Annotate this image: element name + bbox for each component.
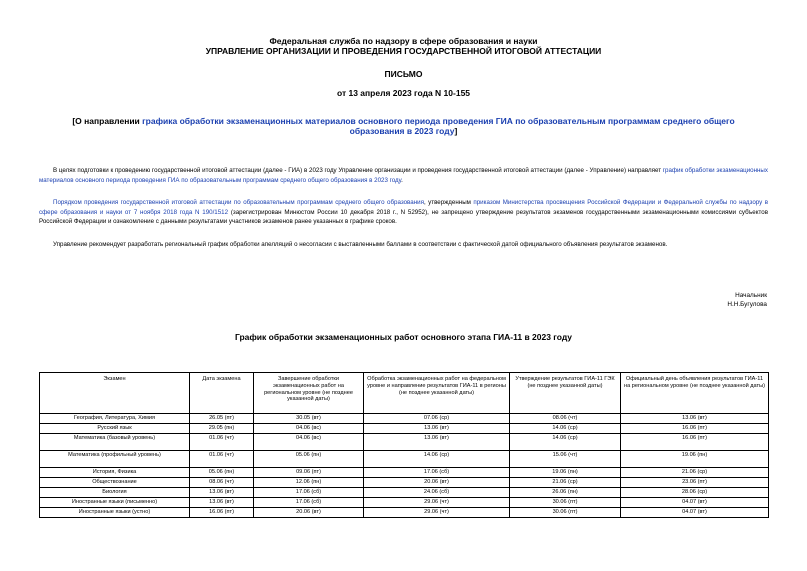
table-cell: 26.05 (пт) bbox=[190, 414, 254, 424]
paragraph-1 bbox=[39, 166, 768, 185]
table-cell: Иностранные языки (письменно) bbox=[40, 498, 190, 508]
table-cell: 12.06 (пн) bbox=[254, 478, 364, 488]
table-row bbox=[40, 488, 769, 498]
table-cell: 15.06 (чт) bbox=[510, 451, 621, 468]
table-cell: 13.06 (вт) bbox=[621, 414, 769, 424]
table-cell: 20.06 (вт) bbox=[364, 478, 510, 488]
table-row bbox=[40, 434, 769, 451]
table-cell: 16.06 (пт) bbox=[621, 424, 769, 434]
table-cell: 08.06 (чт) bbox=[190, 478, 254, 488]
table-cell: Иностранные языки (устно) bbox=[40, 508, 190, 518]
table-cell: 14.06 (ср) bbox=[510, 424, 621, 434]
table-cell: 01.06 (чт) bbox=[190, 451, 254, 468]
schedule-title: График обработки экзаменационных работ основного этапа ГИА-11 в 2023 году bbox=[234, 332, 573, 342]
table-header-row bbox=[40, 373, 769, 414]
col-header-announcement: Официальный день объявления результатов ГИА-11 на региональном уровне (не позднее указанной даты) bbox=[621, 373, 769, 414]
signature-title: Начальник bbox=[735, 292, 767, 299]
table-cell: 21.06 (ср) bbox=[510, 478, 621, 488]
table-cell: 19.06 (пн) bbox=[510, 468, 621, 478]
table-cell: История, Физика bbox=[40, 468, 190, 478]
table-row bbox=[40, 508, 769, 518]
table-cell: 08.06 (чт) bbox=[510, 414, 621, 424]
table-cell: 24.06 (сб) bbox=[364, 488, 510, 498]
table-cell: 13.06 (вт) bbox=[364, 434, 510, 451]
table-cell: 09.06 (пт) bbox=[254, 468, 364, 478]
col-header-gek-approval: Утверждение результатов ГИА-11 ГЭК (не позднее указанной даты) bbox=[510, 373, 621, 414]
table-cell: 16.06 (пт) bbox=[621, 434, 769, 451]
table-cell: Русский язык bbox=[40, 424, 190, 434]
document-type: ПИСЬМО bbox=[384, 69, 423, 79]
table-cell: Математика (базовый уровень) bbox=[40, 434, 190, 451]
table-cell: 04.07 (вт) bbox=[621, 508, 769, 518]
table-row bbox=[40, 451, 769, 468]
table-cell: 17.06 (сб) bbox=[254, 488, 364, 498]
subject-suffix: ] bbox=[454, 126, 458, 136]
subject-prefix: [О направлении bbox=[72, 116, 143, 126]
table-cell: 29.05 (пн) bbox=[190, 424, 254, 434]
p1-end: . bbox=[401, 176, 403, 184]
procedure-link[interactable]: Порядком проведения государственной итоговой аттестации по образовательным программам среднего общего образования bbox=[53, 199, 424, 206]
table-cell: 04.06 (вс) bbox=[254, 434, 364, 451]
table-cell: 30.06 (пт) bbox=[510, 498, 621, 508]
table-cell: 07.06 (ср) bbox=[364, 414, 510, 424]
table-cell: 29.06 (чт) bbox=[364, 498, 510, 508]
table-row bbox=[40, 468, 769, 478]
table-cell: 13.06 (вт) bbox=[190, 488, 254, 498]
table-cell: География, Литература, Химия bbox=[40, 414, 190, 424]
document-date: от 13 апреля 2023 года N 10-155 bbox=[336, 88, 471, 98]
table-cell: 13.06 (вт) bbox=[190, 498, 254, 508]
table-row bbox=[40, 414, 769, 424]
table-row bbox=[40, 478, 769, 488]
table-cell: 13.06 (вт) bbox=[364, 424, 510, 434]
table-cell: 05.06 (пн) bbox=[190, 468, 254, 478]
table-cell: 14.06 (ср) bbox=[364, 451, 510, 468]
schedule-table bbox=[39, 372, 769, 518]
table-cell: 17.06 (сб) bbox=[364, 468, 510, 478]
order-link[interactable]: приказом Министерства просвещения Российской Федерации и Федеральной службы по надзору в сфере образования и науки от 7 ноября 2018 года N 190/1512 bbox=[39, 199, 768, 216]
table-cell: 20.06 (вт) bbox=[254, 508, 364, 518]
table-row bbox=[40, 424, 769, 434]
subject-link[interactable]: графика обработки экзаменационных материалов основного периода проведения ГИА по образовательным программам среднего общего bbox=[142, 116, 735, 126]
col-header-regional-processing: Завершение обработки экзаменационных работ на региональном уровне (не позднее указанной даты) bbox=[254, 373, 364, 414]
table-cell: 16.06 (пт) bbox=[190, 508, 254, 518]
p2-text1: , утвержденным bbox=[423, 199, 474, 206]
table-cell: 05.06 (пн) bbox=[254, 451, 364, 468]
signature-name: Н.Н.Бугулова bbox=[727, 301, 767, 308]
col-header-exam: Экзамен bbox=[40, 373, 190, 414]
table-cell: Математика (профильный уровень) bbox=[40, 451, 190, 468]
col-header-federal-processing: Обработка экзаменационных работ на федеральном уровне и направление результатов ГИА-11 в регионы (не позднее указанной даты) bbox=[364, 373, 510, 414]
table-cell: 30.05 (вт) bbox=[254, 414, 364, 424]
table-cell: 01.06 (чт) bbox=[190, 434, 254, 451]
table-cell: 28.06 (ср) bbox=[621, 488, 769, 498]
table-cell: Обществознание bbox=[40, 478, 190, 488]
table-cell: 04.06 (вс) bbox=[254, 424, 364, 434]
table-cell: 04.07 (вт) bbox=[621, 498, 769, 508]
table-cell: 17.06 (сб) bbox=[254, 498, 364, 508]
table-cell: 30.06 (пт) bbox=[510, 508, 621, 518]
p2-text2: (зарегистрирован Минюстом России 10 декабря 2018 г., N 52952), не запрещено утверждение результатов экзаменов государственными экзаменационными комиссиями субъектов Российской Федерации и ознакомление с данными результатами участников экзаменов ранее указанных в графике сроков. bbox=[39, 208, 768, 226]
document-subject bbox=[40, 116, 767, 136]
col-header-exam-date: Дата экзамена bbox=[190, 373, 254, 414]
table-cell: 14.06 (ср) bbox=[510, 434, 621, 451]
table-cell: 21.06 (ср) bbox=[621, 468, 769, 478]
table-row bbox=[40, 498, 769, 508]
table-cell: 19.06 (пн) bbox=[621, 451, 769, 468]
paragraph-2 bbox=[39, 198, 768, 227]
table-cell: 23.06 (пт) bbox=[621, 478, 769, 488]
schedule-link[interactable]: график обработки экзаменационных материалов основного периода проведения ГИА по образовательным программам среднего общего образования в 2023 году bbox=[39, 167, 768, 184]
agency-title: Федеральная служба по надзору в сфере образования и науки bbox=[269, 36, 538, 46]
paragraph-3: Управление рекомендует разработать региональный график обработки апелляций о несогласии с выставленными баллами в соответствии с фактической датой официального объявления результатов экзаменов. bbox=[53, 241, 668, 248]
table-cell: 29.06 (чт) bbox=[364, 508, 510, 518]
table-cell: 26.06 (пн) bbox=[510, 488, 621, 498]
subject-link-cont[interactable]: образования в 2023 году bbox=[349, 126, 455, 136]
department-title: УПРАВЛЕНИЕ ОРГАНИЗАЦИИ И ПРОВЕДЕНИЯ ГОСУДАРСТВЕННОЙ ИТОГОВОЙ АТТЕСТАЦИИ bbox=[205, 46, 602, 56]
p1-text: В целях подготовки к проведению государственной итоговой аттестации (далее - ГИА) в 2023 году Управление организации и проведения государственной итоговой аттестации (далее - Управление) направляет bbox=[53, 167, 663, 174]
table-cell: Биология bbox=[40, 488, 190, 498]
